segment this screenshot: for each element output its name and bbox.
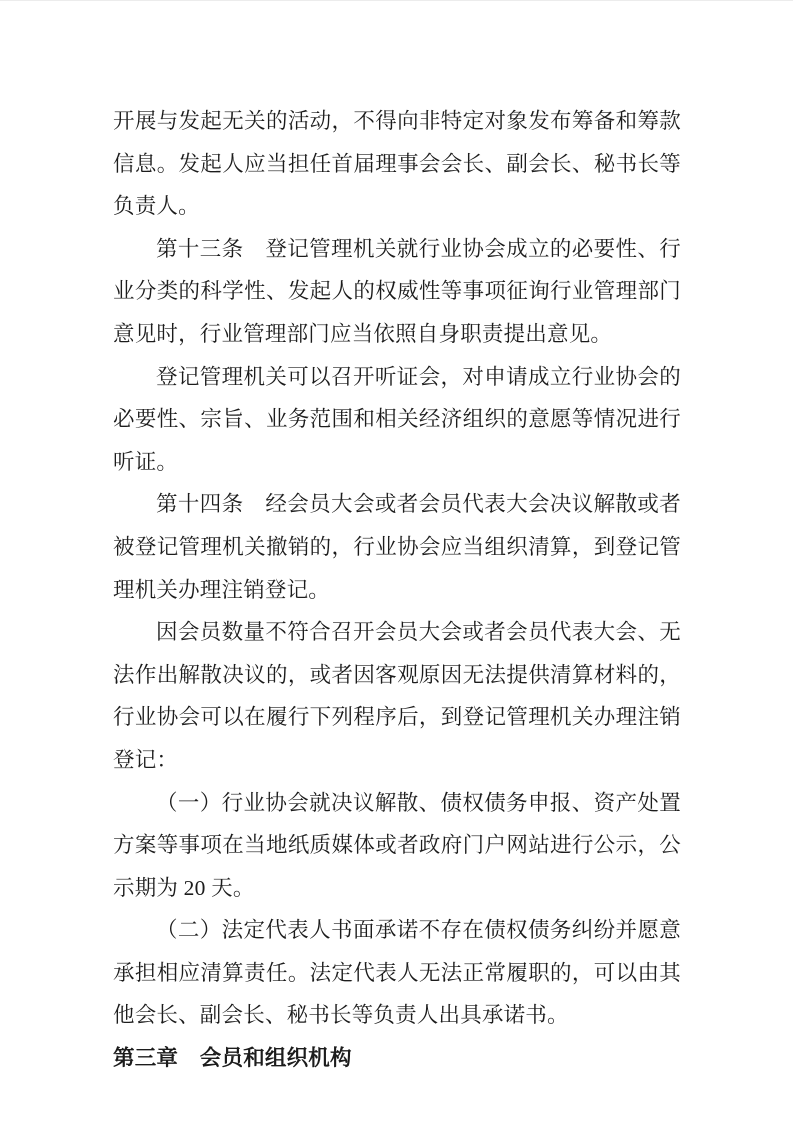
paragraph-hearing: 登记管理机关可以召开听证会，对申请成立行业协会的必要性、宗旨、业务范围和相关经济组织的意愿等情况进行听证。 [113, 364, 681, 474]
paragraph-item-1: （一）行业协会就决议解散、债权债务申报、资产处置方案等事项在当地纸质媒体或者政府门户网站进行公示，公示期为 20 天。 [113, 790, 681, 900]
paragraph-article-13: 第十三条 登记管理机关就行业协会成立的必要性、行业分类的科学性、发起人的权威性等事项征询行业管理部门意见时，行业管理部门应当依照自身职责提出意见。 [113, 236, 681, 346]
chapter-heading: 第三章 会员和组织机构 [113, 1046, 352, 1071]
paragraph-article-14: 第十四条 经会员大会或者会员代表大会决议解散或者被登记管理机关撤销的，行业协会应当组织清算，到登记管理机关办理注销登记。 [113, 492, 681, 602]
paragraph-continuation: 开展与发起无关的活动，不得向非特定对象发布筹备和筹款信息。发起人应当担任首届理事会会长、副会长、秘书长等负责人。 [113, 109, 681, 219]
paragraph-item-2: （二）法定代表人书面承诺不存在债权债务纠纷并愿意承担相应清算责任。法定代表人无法正常履职的，可以由其他会长、副会长、秘书长等负责人出具承诺书。 [113, 918, 681, 1028]
document-body [113, 100, 681, 1080]
paragraph-deregistration-conditions: 因会员数量不符合召开会员大会或者会员代表大会、无法作出解散决议的，或者因客观原因无法提供清算材料的，行业协会可以在履行下列程序后，到登记管理机关办理注销登记： [113, 620, 681, 772]
